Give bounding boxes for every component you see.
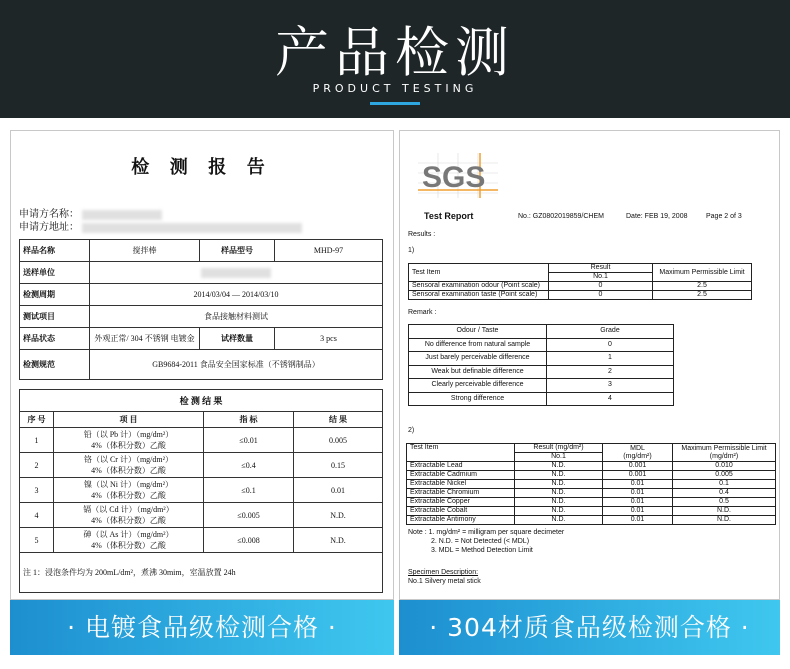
sgs-report-panel <box>399 130 780 655</box>
header-banner <box>0 0 790 118</box>
stainless-steel-pass-banner: · 304材质食品级检测合格 · <box>399 600 780 655</box>
result-value: N.D. <box>515 480 603 489</box>
mdl-value: 0.01 <box>603 489 673 498</box>
result-value: N.D. <box>515 471 603 480</box>
row-number: 5 <box>20 528 54 553</box>
item-line: 镍（以 Ni 计）（mg/dm²） <box>83 480 174 489</box>
mdl-unit: (mg/dm²) <box>623 452 652 460</box>
table-row <box>409 352 674 366</box>
note-line: 2. N.D. = Not Detected (< MDL) <box>431 538 530 545</box>
electroplating-pass-banner: · 电镀食品级检测合格 · <box>10 600 394 655</box>
test-item: Extractable Lead <box>407 462 515 471</box>
column-header: 序 号 <box>20 412 54 428</box>
sgs-report-document <box>399 130 780 600</box>
remark-header-row <box>409 325 674 339</box>
limit-value: 2.5 <box>653 282 752 291</box>
remark-grade: 2 <box>547 365 674 379</box>
sgs-report-page: Page 2 of 3 <box>706 213 742 220</box>
item-line: 4%（体积分数）乙酸 <box>91 541 166 550</box>
test-item: Extractable Nickel <box>407 480 515 489</box>
table-row <box>409 379 674 393</box>
info-value: 搅拌棒 <box>90 240 200 262</box>
note-line: 3. MDL = Method Detection Limit <box>431 547 533 554</box>
column-subheader: No.1 <box>515 453 603 462</box>
test-item: Sensoral examination taste (Point scale) <box>409 291 549 300</box>
remark-grade: 0 <box>547 338 674 352</box>
column-header <box>673 444 776 462</box>
sgs-logo <box>418 153 498 198</box>
info-label: 样品名称 <box>20 240 90 262</box>
result-value: N.D. <box>515 498 603 507</box>
mdl-value: 0.01 <box>603 516 673 525</box>
row-result: 0.15 <box>294 453 383 478</box>
info-label: 试样数量 <box>200 328 275 350</box>
limit-header: Maximum Permissible Limit <box>681 444 767 452</box>
remark-grade: 1 <box>547 352 674 366</box>
column-header: Result (mg/dm²) <box>515 444 603 453</box>
limit-value: 0.4 <box>673 489 776 498</box>
row-item <box>54 503 204 528</box>
table-row <box>20 428 383 453</box>
info-row <box>20 262 383 284</box>
table-row <box>407 489 776 498</box>
sgs-logo-text: SGS <box>422 161 486 194</box>
table-row <box>407 480 776 489</box>
test-item: Sensoral examination odour (Point scale) <box>409 282 549 291</box>
info-label: 测试项目 <box>20 306 90 328</box>
column-header: Odour / Taste <box>409 325 547 339</box>
sgs-report-date: Date: FEB 19, 2008 <box>626 213 688 220</box>
remark-label: Remark : <box>408 309 437 316</box>
info-label: 送样单位 <box>20 262 90 284</box>
section-2-label: 2) <box>408 427 415 434</box>
remark-description: Just barely perceivable difference <box>409 352 547 366</box>
column-header: 指 标 <box>204 412 294 428</box>
result-value: 0 <box>549 291 653 300</box>
results-note: 注 1：浸泡条件均为 200mL/dm²，煮沸 30mim，室温放置 24h <box>20 553 383 593</box>
table-row <box>407 516 776 525</box>
info-value <box>90 262 383 284</box>
redacted-sender <box>201 268 271 278</box>
metal-extraction-table <box>406 443 776 525</box>
remark-description: No difference from natural sample <box>409 338 547 352</box>
test-item: Extractable Chromium <box>407 489 515 498</box>
specimen-description: No.1 Silvery metal stick <box>408 578 481 585</box>
result-value: N.D. <box>515 516 603 525</box>
result-value: N.D. <box>515 462 603 471</box>
remark-grade: 4 <box>547 392 674 406</box>
info-value: 外观正常/ 304 不锈钢 电镀金 <box>90 328 200 350</box>
remark-grade-table <box>408 324 674 406</box>
item-line: 4%（体积分数）乙酸 <box>91 441 166 450</box>
results-header-row <box>20 412 383 428</box>
limit-value: 0.5 <box>673 498 776 507</box>
remark-description: Clearly perceivable difference <box>409 379 547 393</box>
row-number: 1 <box>20 428 54 453</box>
table-row <box>409 291 752 300</box>
mdl-value: 0.001 <box>603 462 673 471</box>
table-row <box>20 478 383 503</box>
page-subtitle: PRODUCT TESTING <box>312 82 478 95</box>
info-row <box>20 350 383 380</box>
limit-value: N.D. <box>673 507 776 516</box>
table-row <box>20 503 383 528</box>
remark-grade: 3 <box>547 379 674 393</box>
row-result: 0.01 <box>294 478 383 503</box>
result-value: N.D. <box>515 507 603 516</box>
row-item <box>54 428 204 453</box>
column-header: Test Item <box>407 444 515 462</box>
test-item: Extractable Copper <box>407 498 515 507</box>
mdl-header: MDL <box>630 444 645 452</box>
row-result: N.D. <box>294 503 383 528</box>
table-row <box>409 392 674 406</box>
table-row <box>407 462 776 471</box>
sgs-report-title: Test Report <box>424 211 474 221</box>
limit-value: 0.010 <box>673 462 776 471</box>
info-label: 检测规范 <box>20 350 90 380</box>
item-line: 镉（以 Cd 计）（mg/dm²） <box>83 505 174 514</box>
mdl-value: 0.001 <box>603 471 673 480</box>
result-value: N.D. <box>515 489 603 498</box>
row-item <box>54 453 204 478</box>
remark-description: Strong difference <box>409 392 547 406</box>
result-value: 0 <box>549 282 653 291</box>
info-label: 样品状态 <box>20 328 90 350</box>
limit-value: 2.5 <box>653 291 752 300</box>
specimen-label: Specimen Description: <box>408 569 479 576</box>
column-header: 结 果 <box>294 412 383 428</box>
test-item: Extractable Cadmium <box>407 471 515 480</box>
info-row <box>20 240 383 262</box>
title-accent-bar <box>370 102 420 105</box>
mdl-value: 0.01 <box>603 507 673 516</box>
mdl-value: 0.01 <box>603 498 673 507</box>
table-row <box>20 528 383 553</box>
column-header: Test Item <box>409 264 549 282</box>
item-line: 砷（以 As 计）（mg/dm²） <box>83 530 174 539</box>
column-subheader: No.1 <box>549 273 653 282</box>
item-line: 铬（以 Cr 计）（mg/dm²） <box>83 455 174 464</box>
sgs-report-number: No.: GZ0802019859/CHEM <box>518 213 604 220</box>
limit-value: 0.1 <box>673 480 776 489</box>
row-limit: ≤0.005 <box>204 503 294 528</box>
column-header: 项 目 <box>54 412 204 428</box>
table-row <box>407 471 776 480</box>
row-item <box>54 478 204 503</box>
section-1-label: 1) <box>408 247 415 254</box>
row-result: 0.005 <box>294 428 383 453</box>
table-row <box>409 365 674 379</box>
sensory-results-table <box>408 263 752 300</box>
table-row <box>409 338 674 352</box>
limit-value: 0.005 <box>673 471 776 480</box>
chinese-report-panel <box>10 130 394 655</box>
row-limit: ≤0.01 <box>204 428 294 453</box>
page-title: 产品检测 <box>275 21 515 84</box>
applicant-name-label: 申请方名称： <box>19 209 79 220</box>
info-value: MHD-97 <box>275 240 383 262</box>
table-row <box>409 282 752 291</box>
results-title: 检 测 结 果 <box>20 390 383 412</box>
note-line: Note : 1. mg/dm² = milligram per square decimeter <box>408 529 565 536</box>
info-row <box>20 328 383 350</box>
column-header: Maximum Permissible Limit <box>653 264 752 282</box>
row-number: 3 <box>20 478 54 503</box>
info-value: 3 pcs <box>275 328 383 350</box>
item-line: 4%（体积分数）乙酸 <box>91 491 166 500</box>
row-limit: ≤0.4 <box>204 453 294 478</box>
limit-unit: (mg/dm²) <box>709 452 739 460</box>
column-header: Grade <box>547 325 674 339</box>
remark-description: Weak but definable difference <box>409 365 547 379</box>
test-item: Extractable Antimony <box>407 516 515 525</box>
row-number: 4 <box>20 503 54 528</box>
sample-info-table <box>19 239 383 380</box>
item-line: 铅（以 Pb 计）（mg/dm²） <box>83 430 174 439</box>
info-label: 样品型号 <box>200 240 275 262</box>
report-title: 检 测 报 告 <box>131 157 273 177</box>
applicant-address-row <box>19 218 302 233</box>
test-item: Extractable Cobalt <box>407 507 515 516</box>
test-results-table <box>19 389 383 593</box>
column-header <box>603 444 673 462</box>
results-label: Results : <box>408 231 436 238</box>
row-item <box>54 528 204 553</box>
item-line: 4%（体积分数）乙酸 <box>91 466 166 475</box>
table-row <box>20 453 383 478</box>
chinese-report-document <box>10 130 394 600</box>
table-row <box>407 507 776 516</box>
info-value: 2014/03/04 — 2014/03/10 <box>90 284 383 306</box>
info-value: GB9684-2011 食品安全国家标准（不锈钢制品） <box>90 350 383 380</box>
table-row <box>407 498 776 507</box>
mdl-value: 0.01 <box>603 480 673 489</box>
info-row <box>20 284 383 306</box>
redacted-applicant-address <box>82 223 302 233</box>
row-result: N.D. <box>294 528 383 553</box>
limit-value: N.D. <box>673 516 776 525</box>
column-header: Result <box>549 264 653 273</box>
row-number: 2 <box>20 453 54 478</box>
item-line: 4%（体积分数）乙酸 <box>91 516 166 525</box>
info-row <box>20 306 383 328</box>
row-limit: ≤0.008 <box>204 528 294 553</box>
row-limit: ≤0.1 <box>204 478 294 503</box>
applicant-address-label: 申请方地址： <box>19 222 79 233</box>
info-label: 检测周期 <box>20 284 90 306</box>
info-value: 食品接触材料测试 <box>90 306 383 328</box>
